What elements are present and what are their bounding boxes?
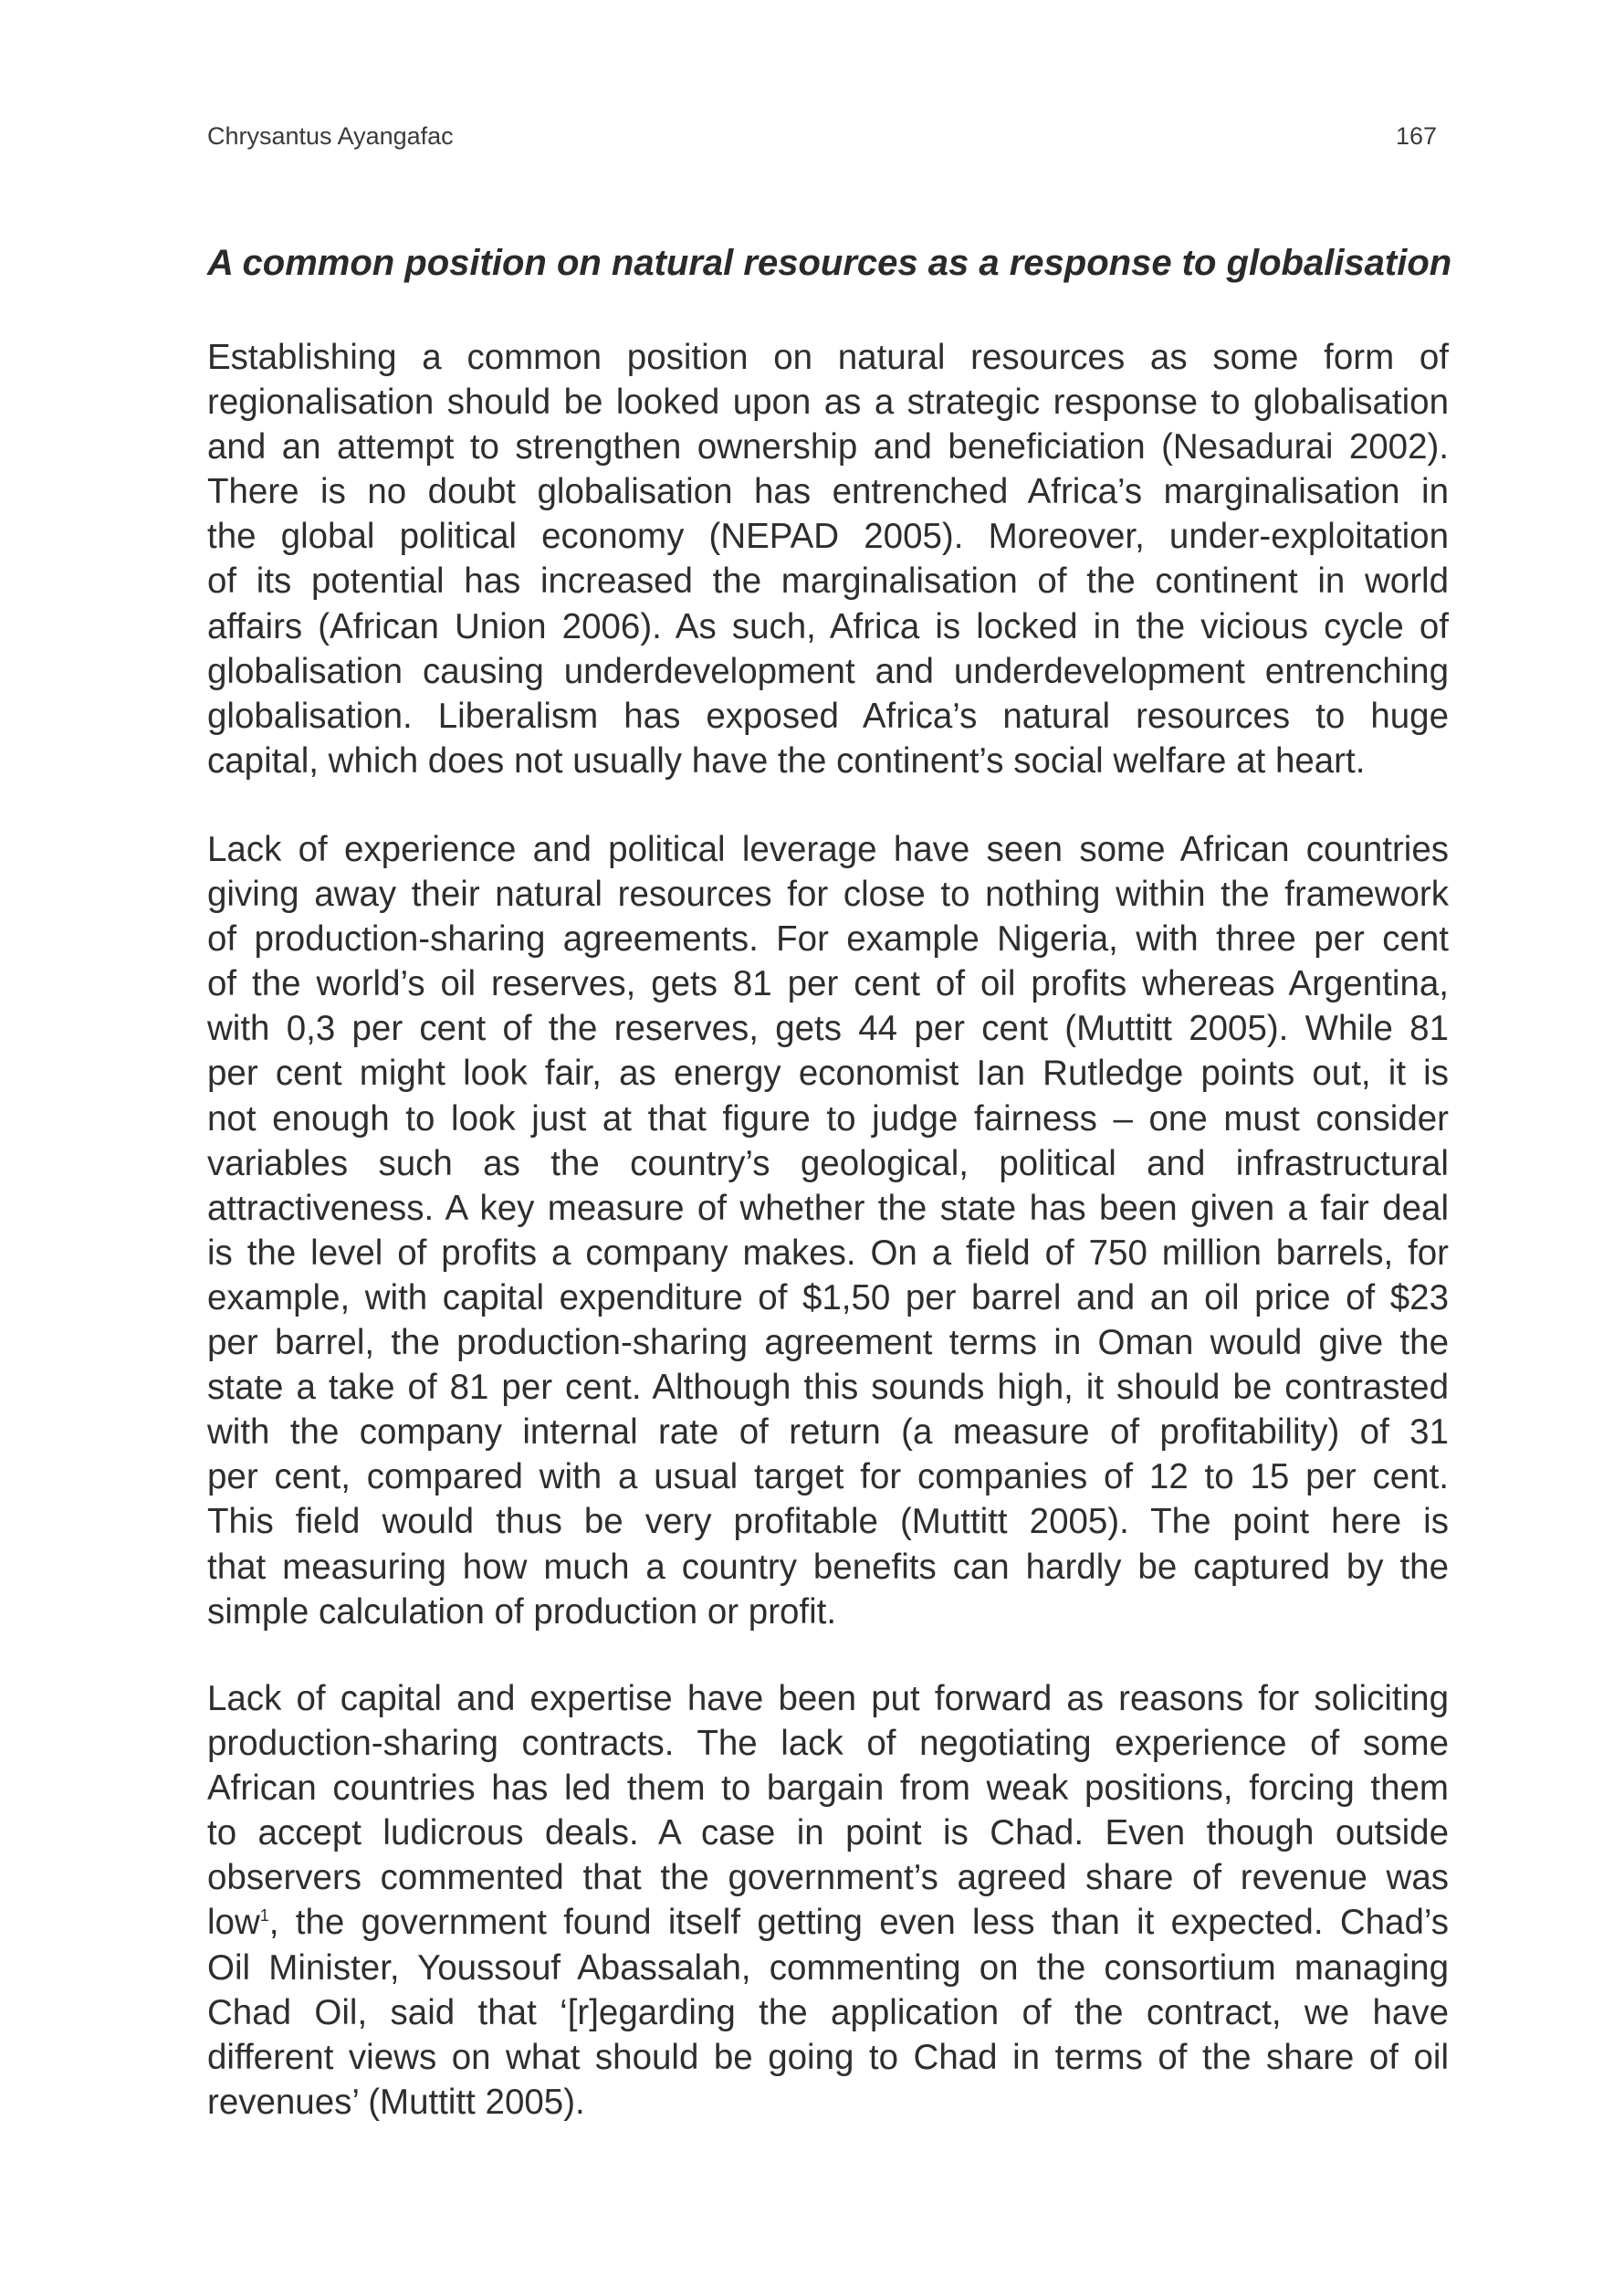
text-line: Establishing a common position on natural resources as some form of bbox=[207, 338, 1449, 377]
text-line: state a take of 81 per cent. Although this sounds high, it should be contrasted bbox=[207, 1368, 1449, 1408]
text-fragment: , the government found itself getting even less than it expected. Chad’s bbox=[268, 1903, 1449, 1943]
text-line-with-footnote bbox=[207, 1900, 1449, 1945]
text-line: that measuring how much a country benefits can hardly be captured by the bbox=[207, 1547, 1449, 1587]
footnote-reference[interactable]: 1 bbox=[259, 1906, 269, 1926]
text-line: observers commented that the government’s agreed share of revenue was bbox=[207, 1858, 1449, 1898]
text-line: globalisation. Liberalism has exposed Africa’s natural resources to huge bbox=[207, 696, 1449, 736]
text-line: not enough to look just at that figure to judge fairness – one must consider bbox=[207, 1098, 1449, 1139]
text-line: and an attempt to strengthen ownership and beneficiation (Nesadurai 2002). bbox=[207, 427, 1449, 467]
paragraph-1 bbox=[207, 335, 1449, 783]
text-line: affairs (African Union 2006). As such, Africa is locked in the vicious cycle of bbox=[207, 606, 1449, 646]
text-line: capital, which does not usually have the continent’s social welfare at heart. bbox=[207, 740, 1366, 781]
section-heading: A common position on natural resources as a response to globalisation bbox=[207, 243, 1452, 283]
text-line: of the world’s oil reserves, gets 81 per cent of oil profits whereas Argentina, bbox=[207, 964, 1449, 1004]
page-number: 167 bbox=[1395, 122, 1437, 150]
text-line: globalisation causing underdevelopment and underdevelopment entrenching bbox=[207, 651, 1449, 691]
text-line: is the level of profits a company makes. On a field of 750 million barrels, for bbox=[207, 1233, 1449, 1273]
text-line: of its potential has increased the marginalisation of the continent in world bbox=[207, 562, 1449, 602]
text-line: Lack of capital and expertise have been put forward as reasons for soliciting bbox=[207, 1679, 1449, 1718]
text-line: different views on what should be going to Chad in terms of the share of oil bbox=[207, 2037, 1449, 2077]
text-line: This field would thus be very profitable (Muttitt 2005). The point here is bbox=[207, 1502, 1449, 1542]
text-line: Oil Minister, Youssouf Abassalah, commenting on the consortium managing bbox=[207, 1947, 1449, 1988]
text-line: simple calculation of production or profit. bbox=[207, 1591, 837, 1632]
text-fragment: low bbox=[207, 1903, 260, 1943]
text-line: giving away their natural resources for close to nothing within the framework bbox=[207, 875, 1449, 915]
text-line: example, with capital expenditure of $1,50 per barrel and an oil price of $23 bbox=[207, 1277, 1449, 1317]
text-line: per barrel, the production-sharing agreement terms in Oman would give the bbox=[207, 1323, 1449, 1363]
text-line: attractiveness. A key measure of whether the state has been given a fair deal bbox=[207, 1188, 1449, 1228]
text-line: with 0,3 per cent of the reserves, gets 44 per cent (Muttitt 2005). While 81 bbox=[207, 1009, 1449, 1049]
text-line: Lack of experience and political leverage have seen some African countries bbox=[207, 830, 1449, 869]
text-line: African countries has led them to bargain from weak positions, forcing them bbox=[207, 1768, 1449, 1809]
text-line: with the company internal rate of return (a measure of profitability) of 31 bbox=[207, 1412, 1449, 1453]
text-line: to accept ludicrous deals. A case in point is Chad. Even though outside bbox=[207, 1813, 1449, 1853]
text-line: regionalisation should be looked upon as a strategic response to globalisation bbox=[207, 383, 1449, 423]
text-line: revenues’ (Muttitt 2005). bbox=[207, 2082, 585, 2122]
text-line: per cent might look fair, as energy economist Ian Rutledge points out, it is bbox=[207, 1054, 1449, 1094]
running-head-author: Chrysantus Ayangafac bbox=[207, 122, 454, 150]
text-line: Chad Oil, said that ‘[r]egarding the application of the contract, we have bbox=[207, 1992, 1449, 2032]
text-line: per cent, compared with a usual target for companies of 12 to 15 per cent. bbox=[207, 1457, 1449, 1497]
text-line: the global political economy (NEPAD 2005). Moreover, under-exploitation bbox=[207, 517, 1449, 557]
text-line: of production-sharing agreements. For example Nigeria, with three per cent bbox=[207, 919, 1449, 960]
paragraph-2 bbox=[207, 827, 1449, 1634]
paragraph-3 bbox=[207, 1676, 1449, 2125]
text-line: variables such as the country’s geological, political and infrastructural bbox=[207, 1143, 1449, 1183]
running-head bbox=[207, 122, 1437, 159]
text-line: production-sharing contracts. The lack of negotiating experience of some bbox=[207, 1724, 1449, 1764]
text-line: There is no doubt globalisation has entrenched Africa’s marginalisation in bbox=[207, 472, 1449, 512]
